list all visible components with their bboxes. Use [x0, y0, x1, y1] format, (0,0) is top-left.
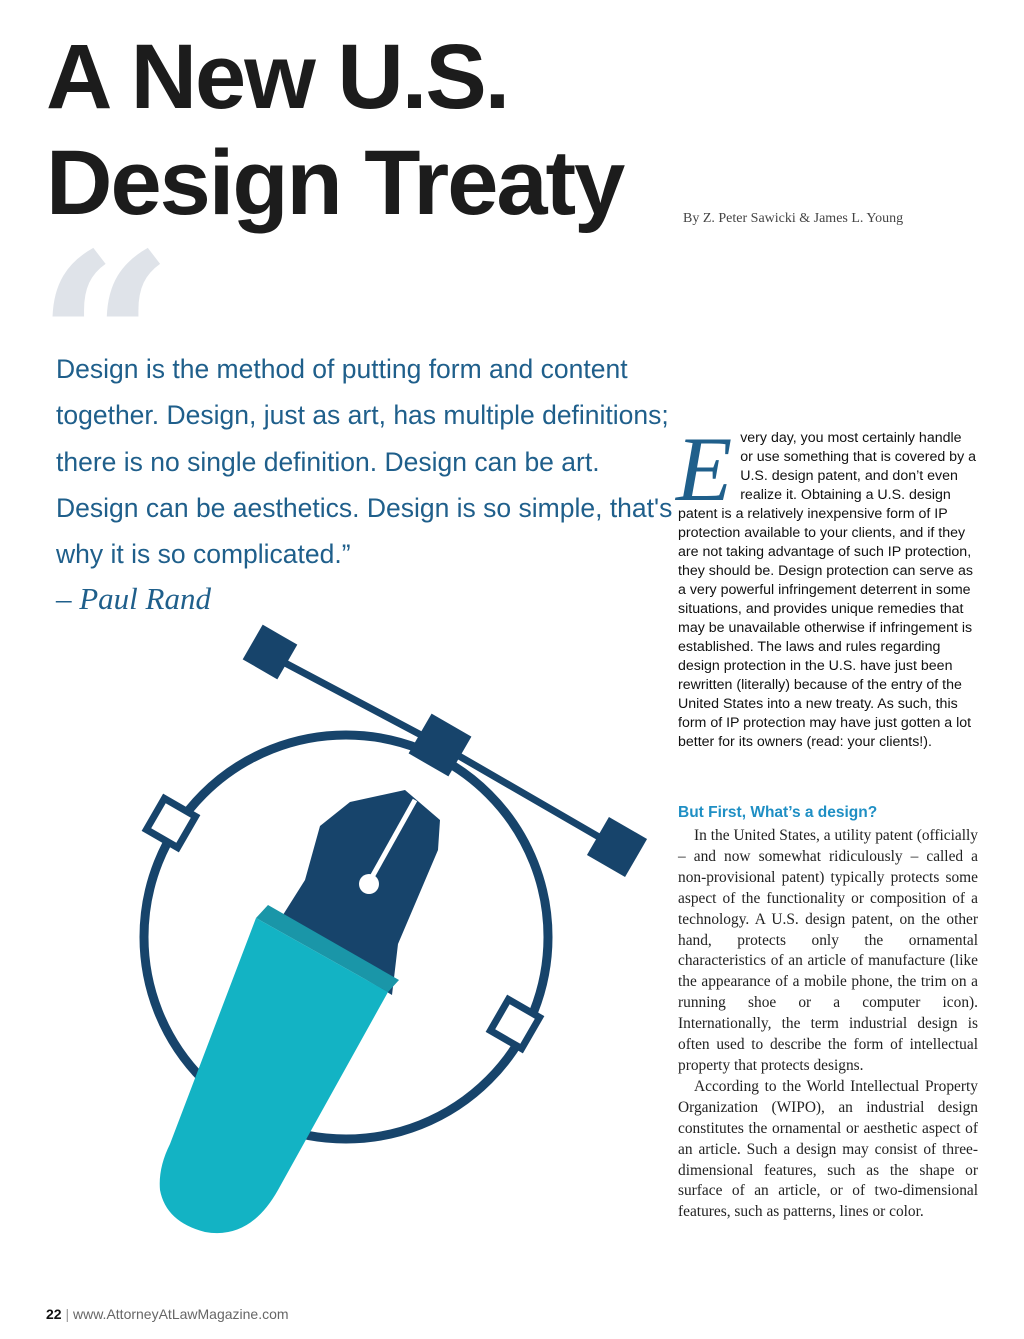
- body-paragraph: In the United States, a utility patent (officially – and now somewhat ridiculously – called a non-provisional patent) typically protects some aspect of the functionality or composition of a technology. A U.S. design patent, on the other hand, protects only the ornamental characteristics of an article of manufacture (like the appearance of a mobile phone, the trim on a running shoe or a computer icon). Internationally, the term industrial design is often used to describe the form of intellectual property that protects designs.: [678, 827, 978, 1074]
- pen-nib-icon: [160, 790, 440, 1233]
- title-line-1: A New U.S.: [46, 26, 509, 128]
- section-heading: But First, What’s a design?: [678, 804, 878, 821]
- body-paragraph: According to the World Intellectual Property Organization (WIPO), an industrial design constitutes the ornamental or aesthetic aspect of an article. Such a design may consist of three-dimensional features, such as the shape or surface of an article, or of two-dimensional features, such as patterns, lines or color.: [678, 1077, 978, 1221]
- drop-cap: E: [676, 418, 733, 520]
- page-footer: [46, 1306, 289, 1322]
- title-line-2: Design Treaty: [46, 132, 624, 234]
- body-text: [678, 826, 978, 1223]
- quote-mark-icon: “: [36, 201, 175, 483]
- lead-text: very day, you most certainly handle or use something that is covered by a U.S. design patent, and don’t even realize it. Obtaining a U.S. design patent is a relatively inexpensive form of IP protection available to your clients, and if they are not taking advantage of such IP protection, they should be. Design protection can serve as a very powerful infringement deterrent in some situations, and provides unique remedies that may be unavailable otherwise if infringement is established. The laws and rules regarding design protection in the U.S. have just been rewritten (literally) because of the entry of the United States into a new treaty. As such, this form of IP protection may have just gotten a lot better for its owners (read: your clients!).: [678, 430, 977, 750]
- footer-separator: |: [65, 1306, 70, 1322]
- lead-paragraph: [676, 418, 978, 752]
- footer-url: www.AttorneyAtLawMagazine.com: [73, 1306, 289, 1322]
- byline: By Z. Peter Sawicki & James L. Young: [683, 211, 904, 226]
- pull-quote-text: Design is the method of putting form and content together. Design, just as art, has multiple definitions; there is no single definition. Design can be art. Design can be aesthetics. Design is so simple, that's why it is so complicated.”: [56, 354, 673, 570]
- page-number: 22: [46, 1306, 62, 1322]
- pull-quote-attribution: – Paul Rand: [56, 581, 211, 616]
